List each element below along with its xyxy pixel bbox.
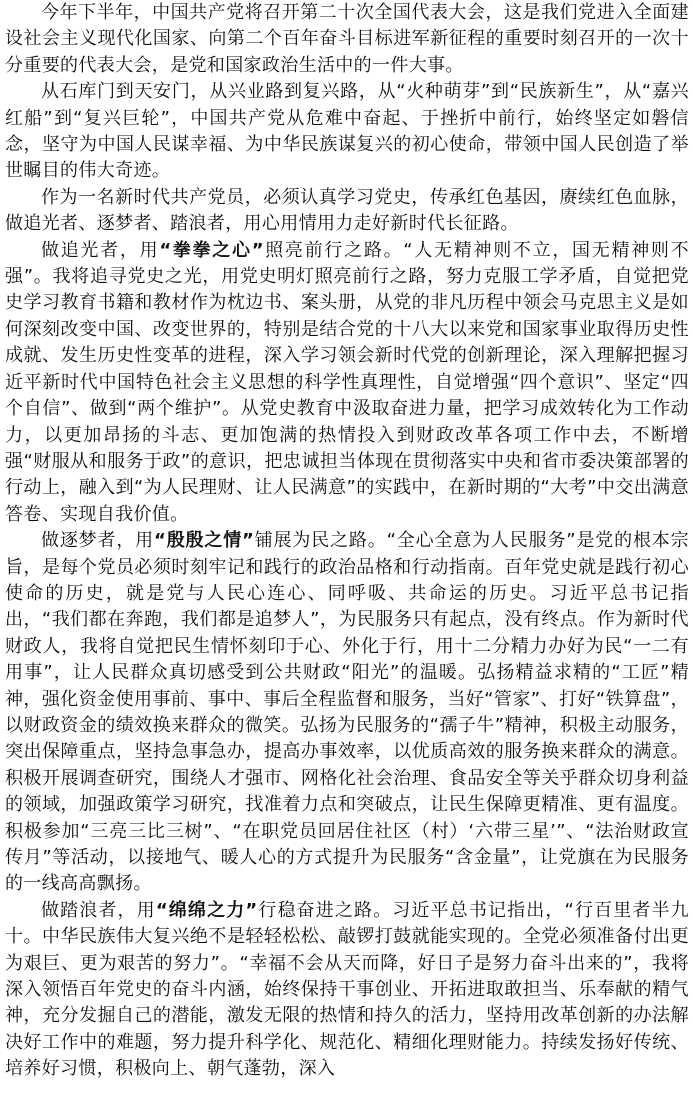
- paragraph-text: 照亮前行之路。“人无精神则不立，国无精神则不强”。我将追寻党史之光，用党史明灯照亮前行之路，努力克服工学矛盾，自觉把党史学习教育书籍和教材作为枕边书、案头册，从党的非凡历程中领会马克思主义是如何深刻改变中国、改变世界的，特别是结合党的十八大以来党和国家事业取得历史性成就、发生历史性变革的进程，深入学习领会新时代党的创新理论，深入理解把握习近平新时代中国特色社会主义思想的科学性真理性，自觉增强“四个意识”、坚定“四个自信”、做到“两个维护”。从党史教育中汲取奋进力量，把学习成效转化为工作动力，以更加昂扬的斗志、更加饱满的热情投入到财政改革各项工作中去，不断增强“财服从和服务于政”的意识，把忠诚担当体现在贯彻落实中央和省市委决策部署的行动上，融入到“为人民理财、让人民满意”的实践中，在新时期的“大考”中交出满意答卷、实现自我价值。: [5, 239, 689, 525]
- paragraph-wave-rider: [5, 898, 689, 1083]
- paragraph-text: 作为一名新时代共产党员，必须认真学习党史，传承红色基因，赓续红色血脉，做追光者、逐梦者、踏浪者，用心用情用力走好新时代长征路。: [5, 186, 689, 235]
- paragraph-history: [5, 79, 689, 185]
- paragraph-text: 从石库门到天安门，从兴业路到复兴路，从“火种萌芽”到“民族新生”，从“嘉兴红船”到“复兴巨轮”，中国共产党从危难中奋起、于挫折中前行，始终坚定如磐信念，坚守为中国人民谋幸福、为中华民族谋复兴的初心使命，带领中国人民创造了举世瞩目的伟大奇迹。: [5, 81, 689, 182]
- paragraph-light-chaser: [5, 238, 689, 528]
- paragraph-text: 铺展为民之路。“全心全意为人民服务”是党的根本宗旨，是每个党员必须时刻牢记和践行的政治品格和行动指南。百年党史就是践行初心使命的历史，就是党与人民心连心、同呼吸、共命运的历史。习近平总书记指出，“我们都在奔跑，我们都是追梦人”，为民服务只有起点，没有终点。作为新时代财政人，我将自觉把民生情怀刻印于心、外化于行，用十二分精力办好为民“一二有用事”，让人民群众真切感受到公共财政“阳光”的温暖。弘扬精益求精的“工匠”精神，强化资金使用事前、事中、事后全程监督和服务，当好“管家”、打好“铁算盘”，以财政资金的绩效换来群众的微笑。弘扬为民服务的“孺子牛”精神，积极主动服务，突出保障重点，坚持急事急办，提高办事效率，以优质高效的服务换来群众的满意。积极开展调查研究，围绕人才强市、网格化社会治理、食品安全等关乎群众切身利益的领域，加强政策学习研究，找准着力点和突破点，让民生保障更精准、更有温度。积极参加“三亮三比三树”、“在职党员回居住社区（村）‘六带三星’”、“法治财政宣传月”等活动，以接地气、暖人心的方式提升为民服务“含金量”，让党旗在为民服务的一线高高飘扬。: [5, 530, 689, 895]
- paragraph-dream-chaser: [5, 528, 689, 898]
- paragraph-commitment: [5, 185, 689, 238]
- paragraph-intro: [5, 0, 689, 79]
- paragraph-bold-phrase: “拳拳之心”: [159, 239, 264, 261]
- paragraph-bold-phrase: “殷殷之情”: [154, 530, 255, 552]
- paragraph-lead: 做逐梦者，用: [41, 530, 155, 552]
- article-body: [5, 0, 689, 1083]
- paragraph-text: 行稳奋进之路。习近平总书记指出，“行百里者半九十。中华民族伟大复兴绝不是轻轻松松、敲锣打鼓就能实现的。全党必须准备付出更为艰巨、更为艰苦的努力”。“幸福不会从天而降，好日子是努力奋斗出来的”，我将深入领悟百年党史的奋斗内涵，始终保持干事创业、开拓进取敢担当、乐奉献的精气神，充分发掘自己的潜能，激发无限的热情和持久的活力，坚持用改革创新的办法解决好工作中的难题，努力提升科学化、规范化、精细化理财能力。持续发扬好传统、培养好习惯，积极向上、朝气蓬勃，深入: [5, 899, 689, 1080]
- paragraph-lead: 做追光者，用: [41, 239, 160, 261]
- paragraph-bold-phrase: “绵绵之力”: [155, 899, 258, 921]
- paragraph-lead: 做踏浪者，用: [41, 899, 156, 921]
- paragraph-text: 今年下半年，中国共产党将召开第二十次全国代表大会，这是我们党进入全面建设社会主义现代化国家、向第二个百年奋斗目标进军新征程的重要时刻召开的一次十分重要的代表大会，是党和国家政治生活中的一件大事。: [5, 2, 689, 76]
